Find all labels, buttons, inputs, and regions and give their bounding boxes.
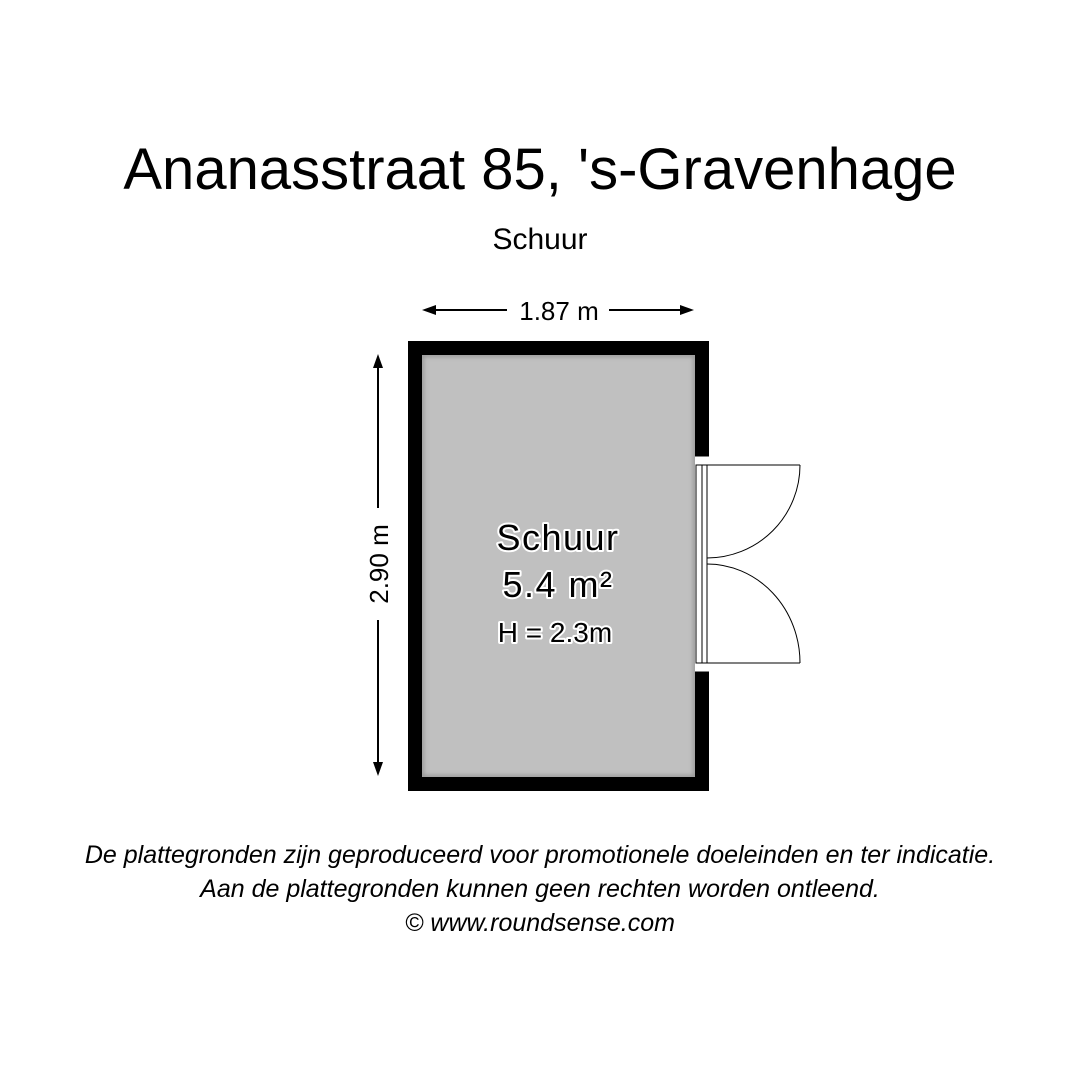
copyright-line: © www.roundsense.com — [405, 909, 675, 937]
disclaimer-line-1: De plattegronden zijn geproduceerd voor promotionele doeleinden en ter indicatie. — [84, 841, 996, 869]
door-leaf-lower — [707, 564, 800, 663]
depth-dimension — [364, 354, 394, 776]
room-labels — [496, 517, 619, 648]
room-area: 5.4 m² — [502, 564, 614, 605]
width-label: 1.87 m — [519, 296, 599, 326]
room-name: Schuur — [496, 517, 620, 558]
page-title: Ananasstraat 85, 's-Gravenhage — [123, 137, 957, 202]
depth-label: 2.90 m — [364, 524, 394, 604]
width-dimension — [422, 296, 694, 326]
room-height: H = 2.3m — [497, 617, 613, 648]
disclaimer-line-2: Aan de plattegronden kunnen geen rechten worden ontleend. — [200, 875, 880, 903]
door-leaf-upper — [707, 465, 800, 558]
floor-subtitle: Schuur — [492, 223, 588, 256]
